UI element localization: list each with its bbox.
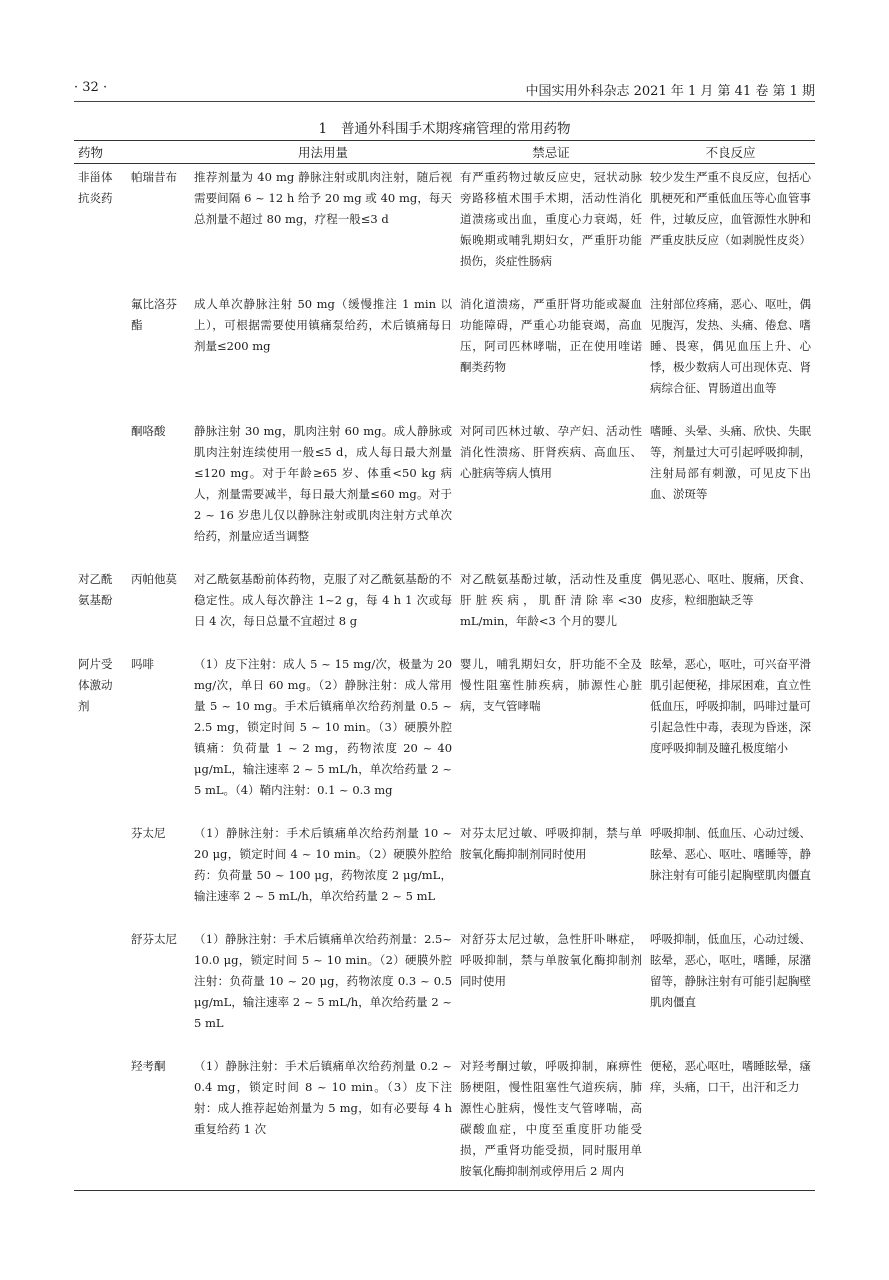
drug-category-cell: 非甾体抗炎药 [78, 170, 113, 205]
drug-category-cell [74, 1053, 127, 1191]
drug-table [74, 140, 815, 1191]
drug-table-container [74, 140, 815, 1191]
contraindication-cell: 消化道溃疡，严重肝肾功能或凝血功能障碍，严重心功能衰竭，高血压，阿司匹林哮喘，正在使用喹诺酮类药物 [460, 297, 643, 374]
journal-citation: 中国实用外科杂志 2021 年 1 月 第 41 卷 第 1 期 [525, 84, 815, 99]
drug-category-cell: 对乙酰氨基酚 [78, 572, 113, 607]
adverse-reaction-cell: 偶见恶心、呕吐、腹痛，厌食、皮疹，粒细胞缺乏等 [650, 572, 812, 607]
table-row [74, 926, 815, 1053]
adverse-reaction-cell: 呼吸抑制，低血压，心动过缓、眩晕，恶心，呕吐，嗜睡，尿潴留等，静脉注射有可能引起胸壁肌肉僵直 [650, 932, 812, 1009]
adverse-reaction-cell: 便秘，恶心呕吐，嗜睡眩晕，瘙痒，头痛，口干，出汗和乏力 [646, 1053, 815, 1191]
drug-name-cell: 丙帕他莫 [131, 572, 177, 586]
contraindication-cell: 对羟考酮过敏，呼吸抑制，麻痹性肠梗阻，慢性阻塞性气道疾病，肺源性心脏病，慢性支气管哮喘，高碳酸血症，中度至重度肝功能受损，严重肾功能受损，同时服用单胺氧化酶抑制剂或停用后 2 周内 [456, 1053, 646, 1191]
adverse-reaction-cell: 注射部位疼痛，恶心、呕吐，偶见腹泻，发热、头痛、倦怠、嗜睡、畏寒，偶见血压上升、心悸，极少数病人可出现休克、肾病综合征、胃肠道出血等 [650, 297, 812, 395]
table-number: 1 [318, 121, 328, 137]
table-row [74, 1053, 815, 1191]
table-row [74, 164, 815, 292]
drug-name-cell: 酮咯酸 [131, 424, 166, 438]
drug-name-cell: 吗啡 [131, 657, 154, 671]
adverse-reaction-cell: 嗜睡、头晕、头痛、欣快、失眠等，剂量过大可引起呼吸抑制，注射局部有刺激，可见皮下出血、淤斑等 [650, 424, 812, 501]
contraindication-cell: 对乙酰氨基酚过敏，活动性及重度肝脏疾病，肌酐清除率<30 mL/min，年龄<3 个月的婴儿 [460, 572, 643, 628]
drug-category-cell [74, 926, 127, 1053]
drug-category-cell [74, 418, 127, 566]
drug-name-cell: 帕瑞昔布 [131, 170, 177, 184]
col-header-contraindication: 禁忌证 [456, 141, 646, 164]
contraindication-cell: 对阿司匹林过敏、孕产妇、活动性消化性溃疡、肝肾疾病、高血压、心脏病等病人慎用 [460, 424, 643, 480]
col-header-drug: 药物 [74, 141, 190, 164]
table-row [74, 566, 815, 651]
drug-name-cell: 芬太尼 [131, 826, 166, 840]
table-row [74, 820, 815, 926]
table-title-text: 普通外科围手术期疼痛管理的常用药物 [341, 121, 571, 137]
usage-cell: 成人单次静脉注射 50 mg（缓慢推注 1 min 以上），可根据需要使用镇痛泵给药，术后镇痛每日剂量≤200 mg [194, 297, 453, 353]
usage-cell: （1）静脉注射：手术后镇痛单次给药剂量：2.5~ 10.0 μg，锁定时间 5 ~ 10 min。（2）硬膜外腔注射：负荷量 10 ~ 20 μg，药物浓度 0.3 ~ 0.5 μg/mL，输注速率 2 ~ 5 mL/h，单次给药量 2 ~ 5 mL [194, 932, 453, 1030]
drug-category-cell [74, 291, 127, 418]
usage-cell: 静脉注射 30 mg，肌肉注射 60 mg。成人静脉或肌肉注射连续使用一般≤5 d，成人每日最大剂量≤120 mg。对于年龄≥65 岁、体重<50 kg 病人，剂量需要减半，每日最大剂量≤60 mg。对于 2 ~ 16 岁患儿仅以静脉注射或肌肉注射方式单次给药，剂量应适当调整 [194, 424, 453, 543]
usage-cell: （1）静脉注射：手术后镇痛单次给药剂量 10 ~ 20 μg，锁定时间 4 ~ 10 min。（2）硬膜外腔给药：负荷量 50 ~ 100 μg，药物浓度 2 μg/mL，输注速率 2 ~ 5 mL/h，单次给药量 2 ~ 5 mL [194, 826, 453, 903]
drug-category-cell: 阿片受体激动剂 [78, 657, 113, 713]
table-row [74, 651, 815, 820]
contraindication-cell: 对芬太尼过敏、呼吸抑制，禁与单胺氧化酶抑制剂同时使用 [460, 826, 643, 861]
header-rule [74, 101, 815, 102]
usage-cell: 推荐剂量为 40 mg 静脉注射或肌肉注射，随后视需要间隔 6 ~ 12 h 给予 20 mg 或 40 mg，每天总剂量不超过 80 mg，疗程一般≤3 d [194, 170, 453, 226]
contraindication-cell: 婴儿，哺乳期妇女，肝功能不全及慢性阻塞性肺疾病，肺源性心脏病，支气管哮喘 [460, 657, 643, 713]
contraindication-cell: 有严重药物过敏反应史，冠状动脉旁路移植术围手术期，活动性消化道溃疡或出血，重度心力衰竭，妊娠晚期或哺乳期妇女，严重肝功能损伤，炎症性肠病 [460, 170, 643, 268]
usage-cell: 对乙酰氨基酚前体药物，克服了对乙酰氨基酚的不稳定性。成人每次静注 1~2 g，每 4 h 1 次或每日 4 次，每日总量不宜超过 8 g [194, 572, 453, 628]
page-number: · 32 · [74, 80, 108, 95]
adverse-reaction-cell: 眩晕，恶心，呕吐，可兴奋平滑肌引起便秘，排尿困难，直立性低血压，呼吸抑制，吗啡过量可引起急性中毒，表现为昏迷，深度呼吸抑制及瞳孔极度缩小 [650, 657, 812, 755]
drug-name-cell: 舒芬太尼 [131, 932, 177, 946]
adverse-reaction-cell: 较少发生严重不良反应，包括心肌梗死和严重低血压等心血管事件，过敏反应，血管源性水肿和严重皮肤反应（如剥脱性皮炎） [650, 170, 812, 247]
table-row [74, 291, 815, 418]
drug-category-cell [74, 820, 127, 926]
usage-cell: （1）皮下注射：成人 5 ~ 15 mg/次，极量为 20 mg/次，单日 60 mg。（2）静脉注射：成人常用量 5 ~ 10 mg。手术后镇痛单次给药剂量 0.5 ~ 2.5 mg，锁定时间 5 ~ 10 min。（3）硬膜外腔镇痛：负荷量 1 ~ 2 mg，药物浓度 20 ~ 40 μg/mL，输注速率 2 ~ 5 mL/h，单次给药量 2 ~ 5 mL。（4）鞘内注射：0.1 ~ 0.3 mg [194, 657, 453, 797]
col-header-usage: 用法用量 [190, 141, 456, 164]
table-title [74, 117, 815, 137]
adverse-reaction-cell: 呼吸抑制、低血压、心动过缓、眩晕、恶心、呕吐、嗜睡等，静脉注射有可能引起胸壁肌肉僵直 [650, 826, 812, 882]
drug-name-cell: 羟考酮 [127, 1053, 190, 1191]
usage-cell: （1）静脉注射：手术后镇痛单次给药剂量 0.2 ~ 0.4 mg，锁定时间 8 ~ 10 min。（3）皮下注射：成人推荐起始剂量为 5 mg，如有必要每 4 h 重复给药 1 次 [190, 1053, 456, 1191]
running-head [74, 80, 815, 100]
contraindication-cell: 对舒芬太尼过敏，急性肝卟啉症，呼吸抑制，禁与单胺氧化酶抑制剂同时使用 [460, 932, 643, 988]
col-header-adverse: 不良反应 [646, 141, 815, 164]
table-row [74, 418, 815, 566]
drug-name-cell: 氟比洛芬酯 [131, 297, 177, 332]
table-header-row [74, 141, 815, 164]
